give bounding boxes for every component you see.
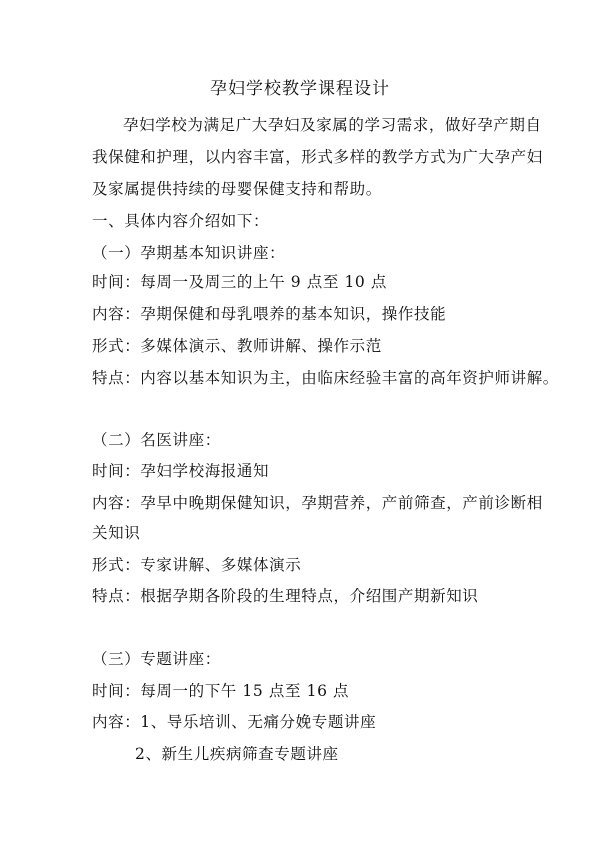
subsection-line: 时间：孕妇学校海报通知 bbox=[92, 462, 270, 480]
subsection-line: 内容：孕早中晚期保健知识，孕期营养，产前筛查，产前诊断相 bbox=[92, 494, 543, 512]
subsection-line: 关知识 bbox=[92, 524, 141, 542]
subsection-line: 时间：每周一的下午 15 点至 16 点 bbox=[92, 682, 350, 700]
intro-line: 孕妇学校为满足广大孕妇及家属的学习需求，做好孕产期自 bbox=[123, 116, 542, 134]
subsection-heading: （二）名医讲座： bbox=[92, 431, 221, 449]
subsection-line: 形式：专家讲解、多媒体演示 bbox=[92, 556, 302, 574]
subsection-line: 形式：多媒体演示、教师讲解、操作示范 bbox=[92, 337, 382, 355]
section-heading: 一、具体内容介绍如下： bbox=[92, 212, 270, 230]
subsection-heading: （一）孕期基本知识讲座： bbox=[92, 244, 286, 262]
document-title: 孕妇学校教学课程设计 bbox=[210, 79, 390, 99]
intro-line: 及家属提供持续的母婴保健支持和帮助。 bbox=[92, 180, 382, 198]
subsection-line: 内容：1、导乐培训、无痛分娩专题讲座 bbox=[92, 713, 377, 731]
subsection-line: 特点：内容以基本知识为主，由临床经验丰富的高年资护师讲解。 bbox=[92, 369, 559, 387]
intro-line: 我保健和护理，以内容丰富，形式多样的教学方式为广大孕产妇 bbox=[92, 148, 543, 166]
subsection-heading: （三）专题讲座： bbox=[92, 650, 221, 668]
subsection-line: 2、新生儿疾病筛查专题讲座 bbox=[135, 745, 339, 763]
subsection-line: 内容：孕期保健和母乳喂养的基本知识，操作技能 bbox=[92, 305, 447, 323]
subsection-line: 特点：根据孕期各阶段的生理特点，介绍围产期新知识 bbox=[92, 587, 479, 605]
subsection-line: 时间：每周一及周三的上午 9 点至 10 点 bbox=[92, 273, 387, 291]
